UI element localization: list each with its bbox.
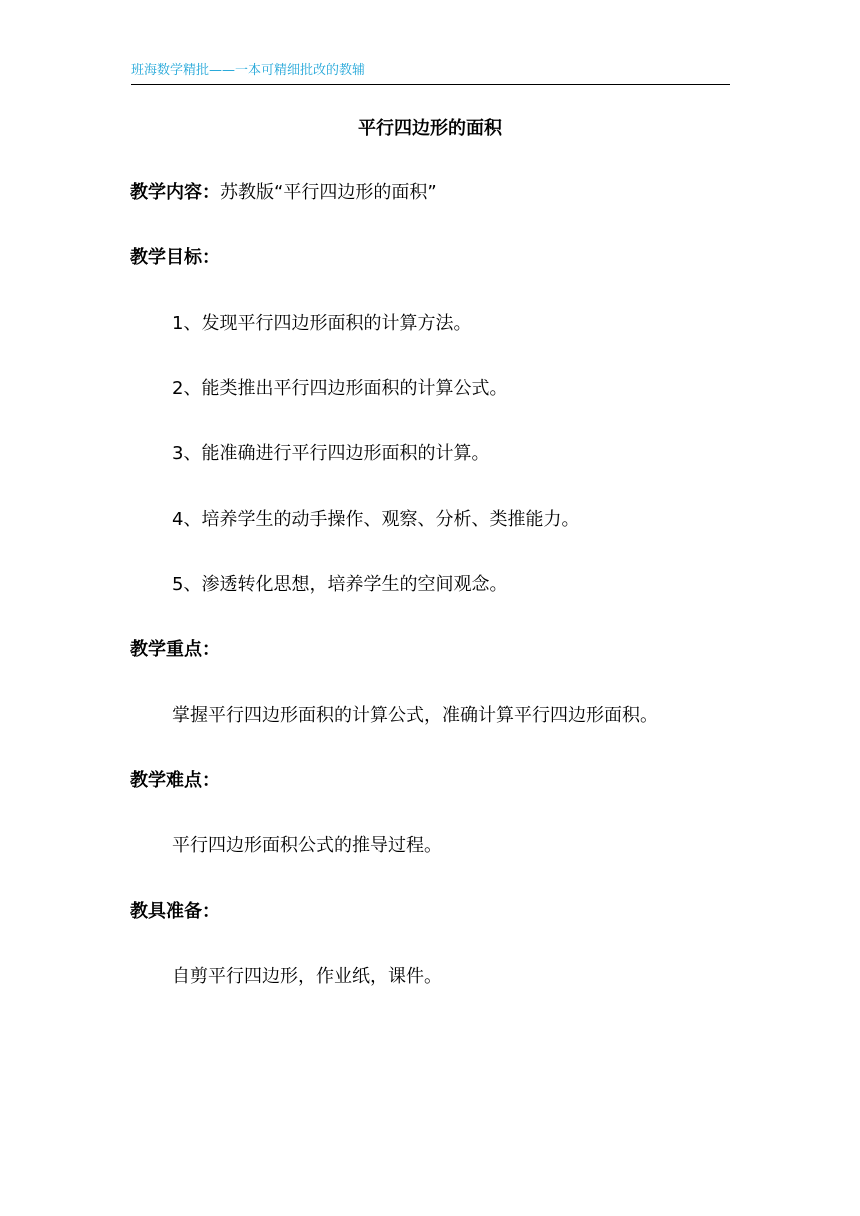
objectives-heading: 教学目标： (130, 247, 220, 268)
key-points-heading: 教学重点： (130, 639, 220, 660)
difficulties-text: 平行四边形面积公式的推导过程。 (172, 835, 442, 856)
document-title: 平行四边形的面积 (358, 118, 502, 139)
objective-item: 5、渗透转化思想，培养学生的空间观念。 (172, 574, 508, 595)
objective-item: 1、发现平行四边形面积的计算方法。 (172, 313, 472, 334)
difficulties-heading: 教学难点： (130, 770, 220, 791)
objective-item: 4、培养学生的动手操作、观察、分析、类推能力。 (172, 509, 580, 530)
materials-heading: 教具准备： (130, 901, 220, 922)
objective-item: 2、能类推出平行四边形面积的计算公式。 (172, 378, 508, 399)
teaching-content-text: 苏教版“平行四边形的面积” (220, 182, 437, 203)
objective-item: 3、能准确进行平行四边形面积的计算。 (172, 443, 490, 464)
key-points-text: 掌握平行四边形面积的计算公式，准确计算平行四边形面积。 (172, 705, 658, 726)
teaching-content-line (130, 180, 437, 206)
page-header (131, 60, 730, 85)
teaching-content-label: 教学内容： (130, 182, 220, 203)
header-text: 班海数学精批——一本可精细批改的教辅 (131, 63, 366, 78)
materials-text: 自剪平行四边形，作业纸，课件。 (172, 966, 442, 987)
